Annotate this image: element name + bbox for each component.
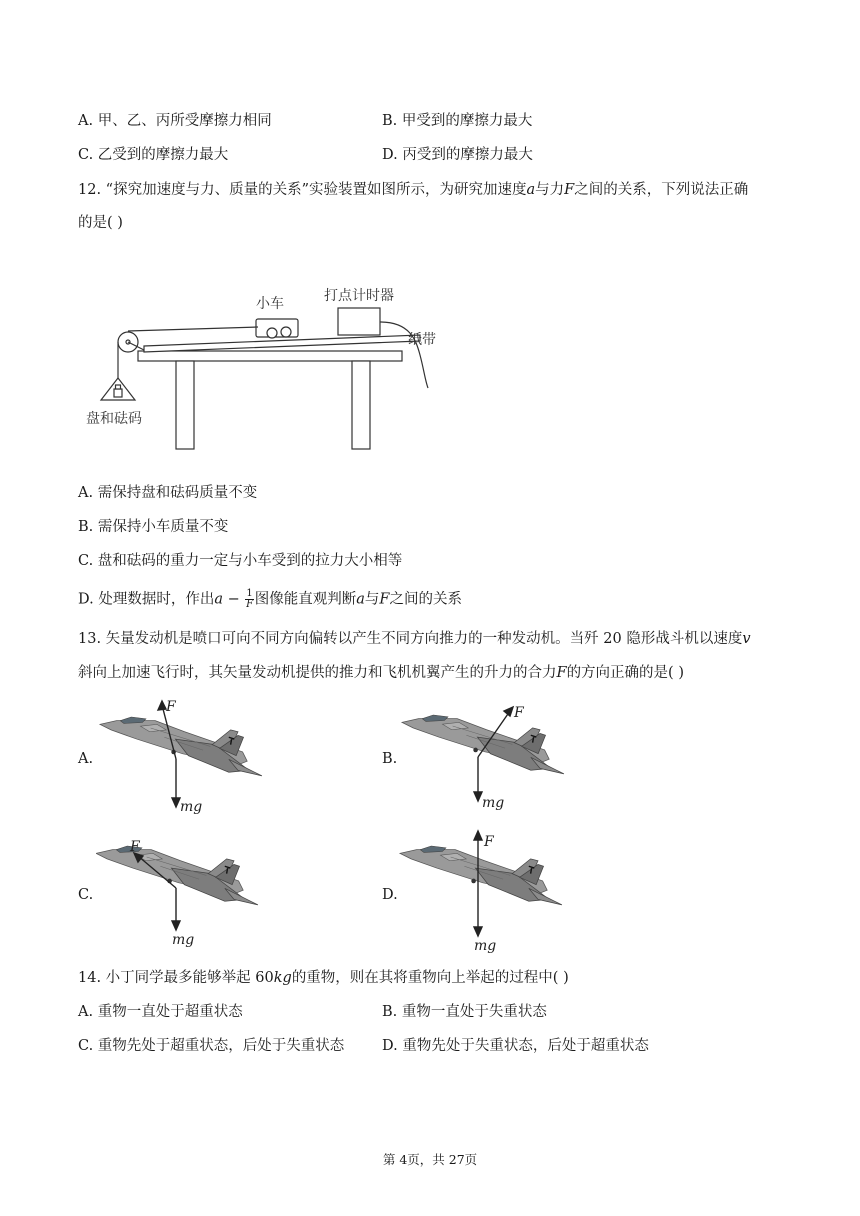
force-label-f: F bbox=[484, 834, 494, 850]
force-label-f: F bbox=[130, 839, 140, 855]
q13-option-a-label: A. bbox=[78, 751, 94, 767]
q13-stem-line1: 13. 矢量发动机是喷口可向不同方向偏转以产生不同方向推力的一种发动机。当歼 20 隐形战斗机以速度v bbox=[78, 631, 751, 647]
table-leg-right bbox=[352, 361, 370, 449]
q13-option-b-figure bbox=[398, 697, 568, 817]
q14-stem: 14. 小丁同学最多能够举起 60kg的重物，则在其将重物向上举起的过程中( ) bbox=[78, 970, 569, 986]
weight-label-mg: mg bbox=[172, 932, 195, 948]
q14-option-c: C. 重物先处于超重状态，后处于失重状态 bbox=[78, 1038, 345, 1054]
q13-option-b-label: B. bbox=[382, 751, 398, 767]
force-label-f: F bbox=[514, 705, 524, 721]
label-timer: 打点计时器 bbox=[324, 288, 394, 304]
q11-option-c: C. 乙受到的摩擦力最大 bbox=[78, 147, 229, 163]
weight-label-mg: mg bbox=[474, 938, 497, 954]
table-leg-left bbox=[176, 361, 194, 449]
q14-option-a: A. 重物一直处于超重状态 bbox=[78, 1004, 243, 1020]
label-cart: 小车 bbox=[256, 296, 284, 312]
q11-option-d: D. 丙受到的摩擦力最大 bbox=[382, 147, 533, 163]
q11-option-a: A. 甲、乙、丙所受摩擦力相同 bbox=[78, 113, 272, 129]
q13-option-c-label: C. bbox=[78, 887, 94, 903]
label-weights: 盘和砝码 bbox=[86, 411, 142, 427]
q12-option-d: D. 处理数据时，作出a − $\frac{1}{F}$ 图像能直观判断a与F之间的关系 bbox=[78, 588, 462, 610]
q11-option-b: B. 甲受到的摩擦力最大 bbox=[382, 113, 533, 129]
q12-stem-line2: 的是( ) bbox=[78, 215, 123, 231]
weight-label-mg: mg bbox=[482, 795, 505, 811]
dot-timer bbox=[338, 308, 380, 335]
force-label-f: F bbox=[166, 699, 176, 715]
q14-option-b: B. 重物一直处于失重状态 bbox=[382, 1004, 547, 1020]
q13-stem-line2: 斜向上加速飞行时，其矢量发动机提供的推力和飞机机翼产生的升力的合力F的方向正确的是( ) bbox=[78, 665, 684, 681]
q13-option-c-figure bbox=[96, 836, 266, 951]
q13-option-d-figure bbox=[398, 826, 568, 956]
q13-option-a-figure bbox=[96, 697, 266, 817]
weight-label-mg: mg bbox=[180, 799, 203, 815]
q12-stem-line1: 12. “探究加速度与力、质量的关系”实验装置如图所示，为研究加速度a与力F之间的关系，下列说法正确 bbox=[78, 182, 749, 198]
q14-option-d: D. 重物先处于失重状态，后处于超重状态 bbox=[382, 1038, 649, 1054]
q12-option-b: B. 需保持小车质量不变 bbox=[78, 519, 229, 535]
q13-option-d-label: D. bbox=[382, 887, 398, 903]
q12-apparatus-figure bbox=[80, 280, 450, 455]
q12-option-c: C. 盘和砝码的重力一定与小车受到的拉力大小相等 bbox=[78, 553, 403, 569]
q12-option-a: A. 需保持盘和砝码质量不变 bbox=[78, 485, 258, 501]
label-tape: 纸带 bbox=[408, 332, 436, 348]
page-footer: 第 4页，共 27页 bbox=[382, 1152, 478, 1167]
table-top bbox=[138, 351, 402, 361]
